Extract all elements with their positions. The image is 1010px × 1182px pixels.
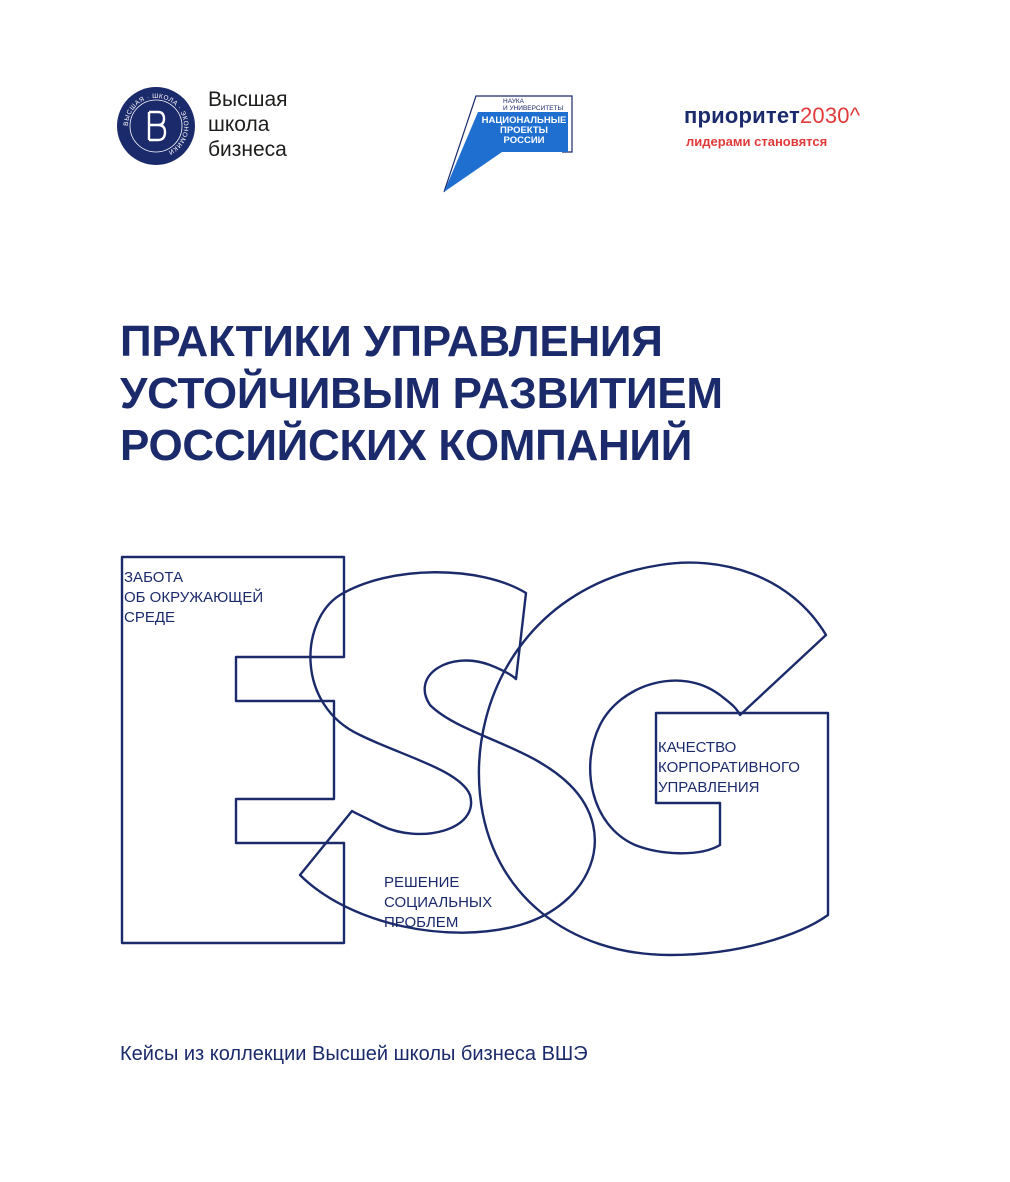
esg-s-label: РЕШЕНИЕ СОЦИАЛЬНЫХ ПРОБЛЕМ [384, 874, 493, 931]
hse-business-school-name: Высшая школа бизнеса [208, 88, 288, 161]
national-projects-small-text: НАУКА И УНИВЕРСИТЕТЫ [503, 98, 564, 112]
hse-emblem-text: ВЫСШАЯ · ШКОЛА · ЭКОНОМИКИ [122, 92, 190, 156]
priority-word: приоритет [684, 103, 800, 128]
hse-emblem-logo [116, 86, 196, 166]
page-title [120, 316, 880, 472]
national-projects-big-text: НАЦИОНАЛЬНЫЕ ПРОЕКТЫ РОССИИ [481, 115, 567, 146]
priority-slogan: лидерами становятся [686, 134, 828, 149]
esg-g-label: КАЧЕСТВО КОРПОРАТИВНОГО УПРАВЛЕНИЯ [658, 739, 800, 796]
title-line-2: УСТОЙЧИВЫМ РАЗВИТИЕМ [120, 369, 723, 418]
priority-2030-logo [684, 103, 860, 129]
title-line-3: РОССИЙСКИХ КОМПАНИЙ [120, 421, 693, 470]
collection-subtitle: Кейсы из коллекции Высшей школы бизнеса ВШЭ [120, 1043, 588, 1065]
esg-e-label: ЗАБОТА ОБ ОКРУЖАЮЩЕЙ СРЕДЕ [124, 569, 264, 626]
priority-number: 2030^ [799, 103, 861, 128]
title-line-1: ПРАКТИКИ УПРАВЛЕНИЯ [120, 317, 663, 366]
